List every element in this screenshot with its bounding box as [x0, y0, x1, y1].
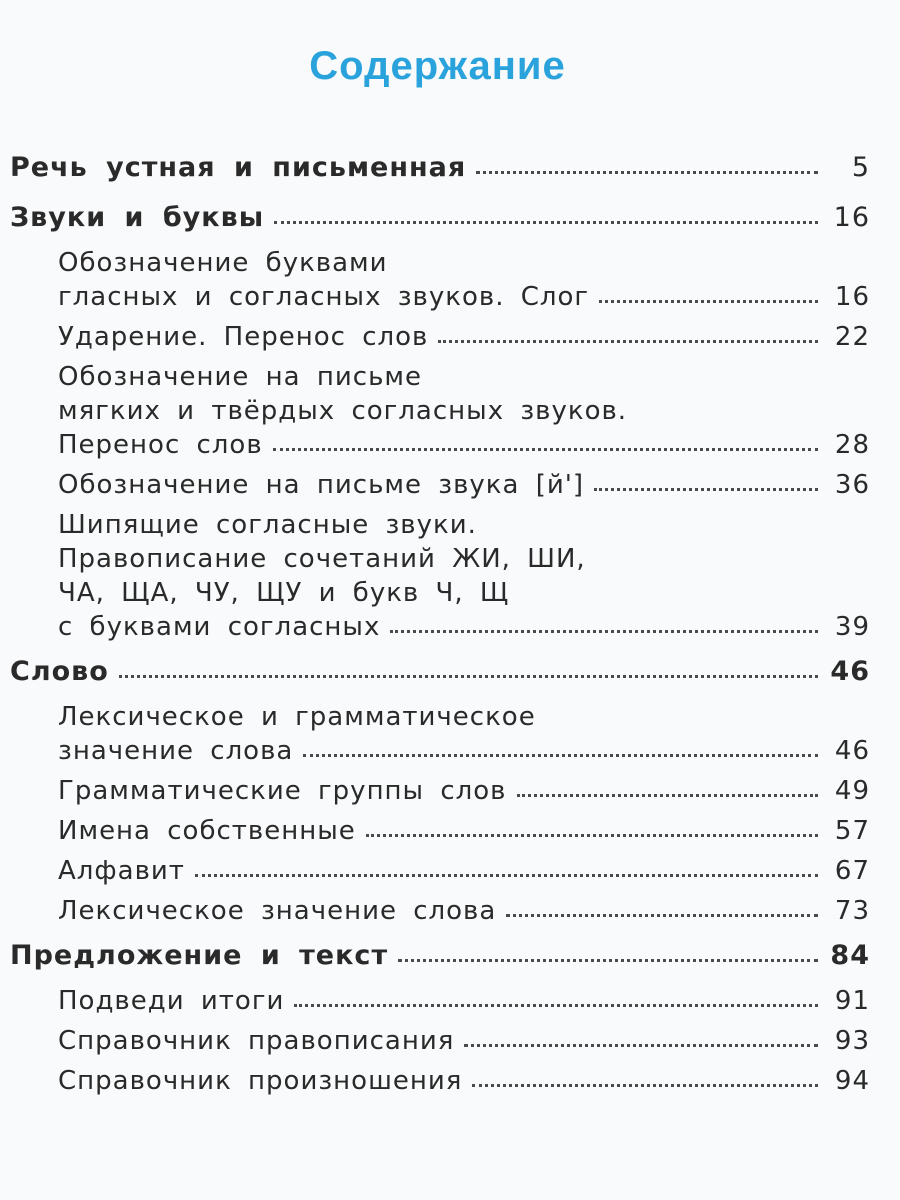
toc-entry-text: Грамматические группы слов — [58, 776, 507, 806]
leader-dots — [464, 1044, 818, 1047]
page-number: 49 — [834, 776, 870, 806]
toc-section[interactable] — [10, 146, 870, 190]
toc-row — [10, 650, 870, 694]
toc-entry-text: Алфавит — [58, 856, 185, 886]
toc-subsection[interactable] — [58, 774, 870, 808]
page-number: 91 — [834, 986, 870, 1016]
leader-dots — [390, 630, 818, 633]
leader-dots — [398, 959, 818, 962]
page-title: Содержание — [309, 44, 566, 88]
toc-subsection[interactable] — [58, 1064, 870, 1098]
page-number: 16 — [833, 202, 870, 233]
toc-row — [58, 1024, 870, 1058]
toc-subsection[interactable] — [58, 508, 870, 644]
toc-subsection[interactable] — [58, 894, 870, 928]
leader-dots — [594, 488, 818, 491]
toc-entry-text: Обозначение на письме — [58, 362, 422, 392]
page-number: 39 — [834, 612, 870, 642]
page-number: 46 — [830, 656, 870, 687]
toc-entry-text: Справочник произношения — [58, 1066, 463, 1096]
leader-dots — [294, 1004, 818, 1007]
toc-entry-text: гласных и согласных звуков. Слог — [58, 282, 590, 312]
page-number: 28 — [834, 430, 870, 460]
toc-row — [58, 734, 870, 768]
toc-row — [58, 428, 870, 462]
page-number: 36 — [834, 470, 870, 500]
leader-dots — [438, 340, 818, 343]
toc-subsection[interactable] — [58, 984, 870, 1018]
toc-subsection[interactable] — [58, 320, 870, 354]
toc-row — [10, 196, 870, 240]
toc-subsection[interactable] — [58, 360, 870, 462]
toc-subsection[interactable] — [58, 700, 870, 768]
table-of-contents — [10, 140, 870, 1098]
toc-row — [58, 1064, 870, 1098]
toc-row — [58, 774, 870, 808]
toc-entry-text: Лексическое и грамматическое — [58, 702, 536, 732]
toc-entry-text: Шипящие согласные звуки. — [58, 510, 477, 540]
leader-dots — [599, 300, 818, 303]
leader-dots — [273, 448, 818, 451]
toc-entry-text: Предложение и текст — [10, 940, 389, 971]
leader-dots — [303, 754, 818, 757]
toc-entry-text: Слово — [10, 656, 109, 687]
leader-dots — [476, 171, 818, 174]
page-number: 22 — [834, 322, 870, 352]
page-number: 94 — [834, 1066, 870, 1096]
toc-row — [58, 984, 870, 1018]
toc-entry-text: Ударение. Перенос слов — [58, 322, 429, 352]
toc-entry-text: Имена собственные — [58, 816, 356, 846]
toc-section[interactable] — [10, 650, 870, 694]
toc-subsection[interactable] — [58, 854, 870, 888]
toc-entry-text: Обозначение на письме звука [й'] — [58, 470, 585, 500]
page-number: 16 — [834, 282, 870, 312]
toc-row — [58, 854, 870, 888]
toc-subsection[interactable] — [58, 246, 870, 314]
toc-row — [58, 610, 870, 644]
toc-entry-text: Звуки и буквы — [10, 202, 265, 233]
page-number: 57 — [834, 816, 870, 846]
toc-entry-text: Подведи итоги — [58, 986, 285, 1016]
toc-subsection[interactable] — [58, 468, 870, 502]
toc-entry-text: Лексическое значение слова — [58, 896, 497, 926]
page-number: 93 — [834, 1026, 870, 1056]
page-number: 67 — [834, 856, 870, 886]
toc-entry-text: Перенос слов — [58, 430, 263, 460]
toc-section[interactable] — [10, 934, 870, 978]
toc-subsection[interactable] — [58, 1024, 870, 1058]
leader-dots — [195, 874, 818, 877]
toc-section[interactable] — [10, 196, 870, 240]
page-number: 46 — [834, 736, 870, 766]
page-number: 73 — [834, 896, 870, 926]
toc-row — [58, 468, 870, 502]
toc-entry-text: ЧА, ЩА, ЧУ, ЩУ и букв Ч, Щ — [58, 578, 510, 608]
leader-dots — [274, 221, 818, 224]
page-number: 5 — [851, 152, 870, 183]
toc-row — [10, 934, 870, 978]
toc-entry-text: Справочник правописания — [58, 1026, 455, 1056]
toc-row — [58, 814, 870, 848]
leader-dots — [506, 914, 818, 917]
toc-entry-text: Правописание сочетаний ЖИ, ШИ, — [58, 544, 586, 574]
toc-row — [58, 280, 870, 314]
toc-row — [58, 320, 870, 354]
toc-entry-text: мягких и твёрдых согласных звуков. — [58, 396, 628, 426]
toc-entry-text: значение слова — [58, 736, 294, 766]
leader-dots — [517, 794, 819, 797]
toc-entry-text: с буквами согласных — [58, 612, 381, 642]
toc-row — [10, 146, 870, 190]
leader-dots — [119, 675, 818, 678]
leader-dots — [366, 834, 818, 837]
page-number: 84 — [830, 940, 870, 971]
leader-dots — [472, 1084, 818, 1087]
toc-subsection[interactable] — [58, 814, 870, 848]
toc-row — [58, 894, 870, 928]
toc-entry-text: Речь устная и письменная — [10, 152, 467, 183]
toc-entry-text: Обозначение буквами — [58, 248, 388, 278]
